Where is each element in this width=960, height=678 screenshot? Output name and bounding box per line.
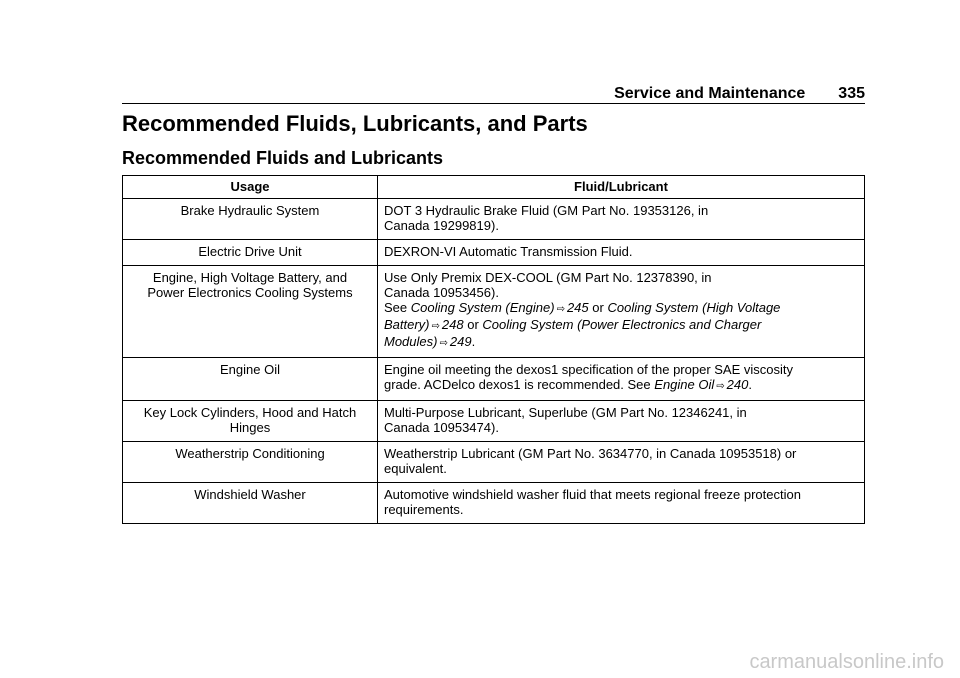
cross-ref-page[interactable]: 249 bbox=[449, 334, 472, 349]
usage-cell: Electric Drive Unit bbox=[123, 240, 378, 266]
usage-cell: Brake Hydraulic System bbox=[123, 199, 378, 240]
table-row bbox=[123, 266, 865, 358]
fluids-table bbox=[122, 175, 865, 524]
section-title: Recommended Fluids and Lubricants bbox=[122, 148, 444, 168]
running-header bbox=[122, 84, 865, 104]
page-number: 335 bbox=[838, 85, 865, 102]
table-row bbox=[123, 442, 865, 483]
watermark: carmanualsonline.info bbox=[749, 651, 944, 673]
page-ref-arrow-icon: ⇨ bbox=[431, 321, 440, 332]
fluid-cell: Multi-Purpose Lubricant, Superlube (GM Part No. 12346241, in Canada 10953474). bbox=[378, 401, 865, 442]
fluid-cell: Engine oil meeting the dexos1 specification of the proper SAE viscosity grade. ACDelco dexos1 is recommended. See Engine Oil ⇨ 240. bbox=[378, 358, 865, 401]
table-row bbox=[123, 358, 865, 401]
usage-cell: Key Lock Cylinders, Hood and Hatch Hinges bbox=[123, 401, 378, 442]
column-header-usage: Usage bbox=[123, 176, 378, 199]
cross-references: See Cooling System (Engine) ⇨ 245 or Cooling System (High Voltage Battery) ⇨ 248 or Cooling System (Power Electronics and Charger Modules) ⇨ 249. bbox=[384, 300, 781, 349]
page-ref-arrow-icon: ⇨ bbox=[716, 381, 725, 392]
cross-ref-page[interactable]: 240 bbox=[726, 377, 749, 392]
cross-ref-link[interactable]: Cooling System (Power Electronics and Charger Modules) bbox=[384, 317, 762, 349]
cross-ref-page[interactable]: 245 bbox=[566, 300, 589, 315]
cross-ref-link[interactable]: Cooling System (Engine) bbox=[410, 300, 555, 315]
usage-cell: Windshield Washer bbox=[123, 483, 378, 524]
page-ref-arrow-icon: ⇨ bbox=[556, 304, 565, 315]
cross-ref-link[interactable]: Cooling System (High Voltage Battery) bbox=[384, 300, 781, 332]
header-rule bbox=[122, 103, 865, 104]
fluid-cell: Weatherstrip Lubricant (GM Part No. 3634770, in Canada 10953518) or equivalent. bbox=[378, 442, 865, 483]
header-section-title: Service and Maintenance bbox=[614, 85, 806, 102]
cross-ref-page[interactable]: 248 bbox=[441, 317, 464, 332]
fluid-cell: Automotive windshield washer fluid that meets regional freeze protection requirements. bbox=[378, 483, 865, 524]
usage-cell: Engine, High Voltage Battery, and Power Electronics Cooling Systems bbox=[123, 266, 378, 358]
table-row bbox=[123, 240, 865, 266]
table-header-row bbox=[123, 176, 865, 199]
cross-ref-link[interactable]: Engine Oil bbox=[654, 377, 715, 392]
fluid-cell: Use Only Premix DEX-COOL (GM Part No. 12378390, in Canada 10953456). See Cooling System (Engine) ⇨ 245 or Cooling System (High Voltage Battery) ⇨ 248 or Cooling System (Power Electronics and Charger Modules) ⇨ 249. bbox=[378, 266, 865, 358]
table-row bbox=[123, 483, 865, 524]
fluid-cell: DOT 3 Hydraulic Brake Fluid (GM Part No. 19353126, in Canada 19299819). bbox=[378, 199, 865, 240]
usage-cell: Weatherstrip Conditioning bbox=[123, 442, 378, 483]
table-row bbox=[123, 401, 865, 442]
column-header-fluid: Fluid/Lubricant bbox=[378, 176, 865, 199]
page-ref-arrow-icon: ⇨ bbox=[439, 338, 448, 349]
table-row bbox=[123, 199, 865, 240]
chapter-title: Recommended Fluids, Lubricants, and Parts bbox=[122, 111, 588, 136]
fluid-cell: DEXRON-VI Automatic Transmission Fluid. bbox=[378, 240, 865, 266]
usage-cell: Engine Oil bbox=[123, 358, 378, 401]
